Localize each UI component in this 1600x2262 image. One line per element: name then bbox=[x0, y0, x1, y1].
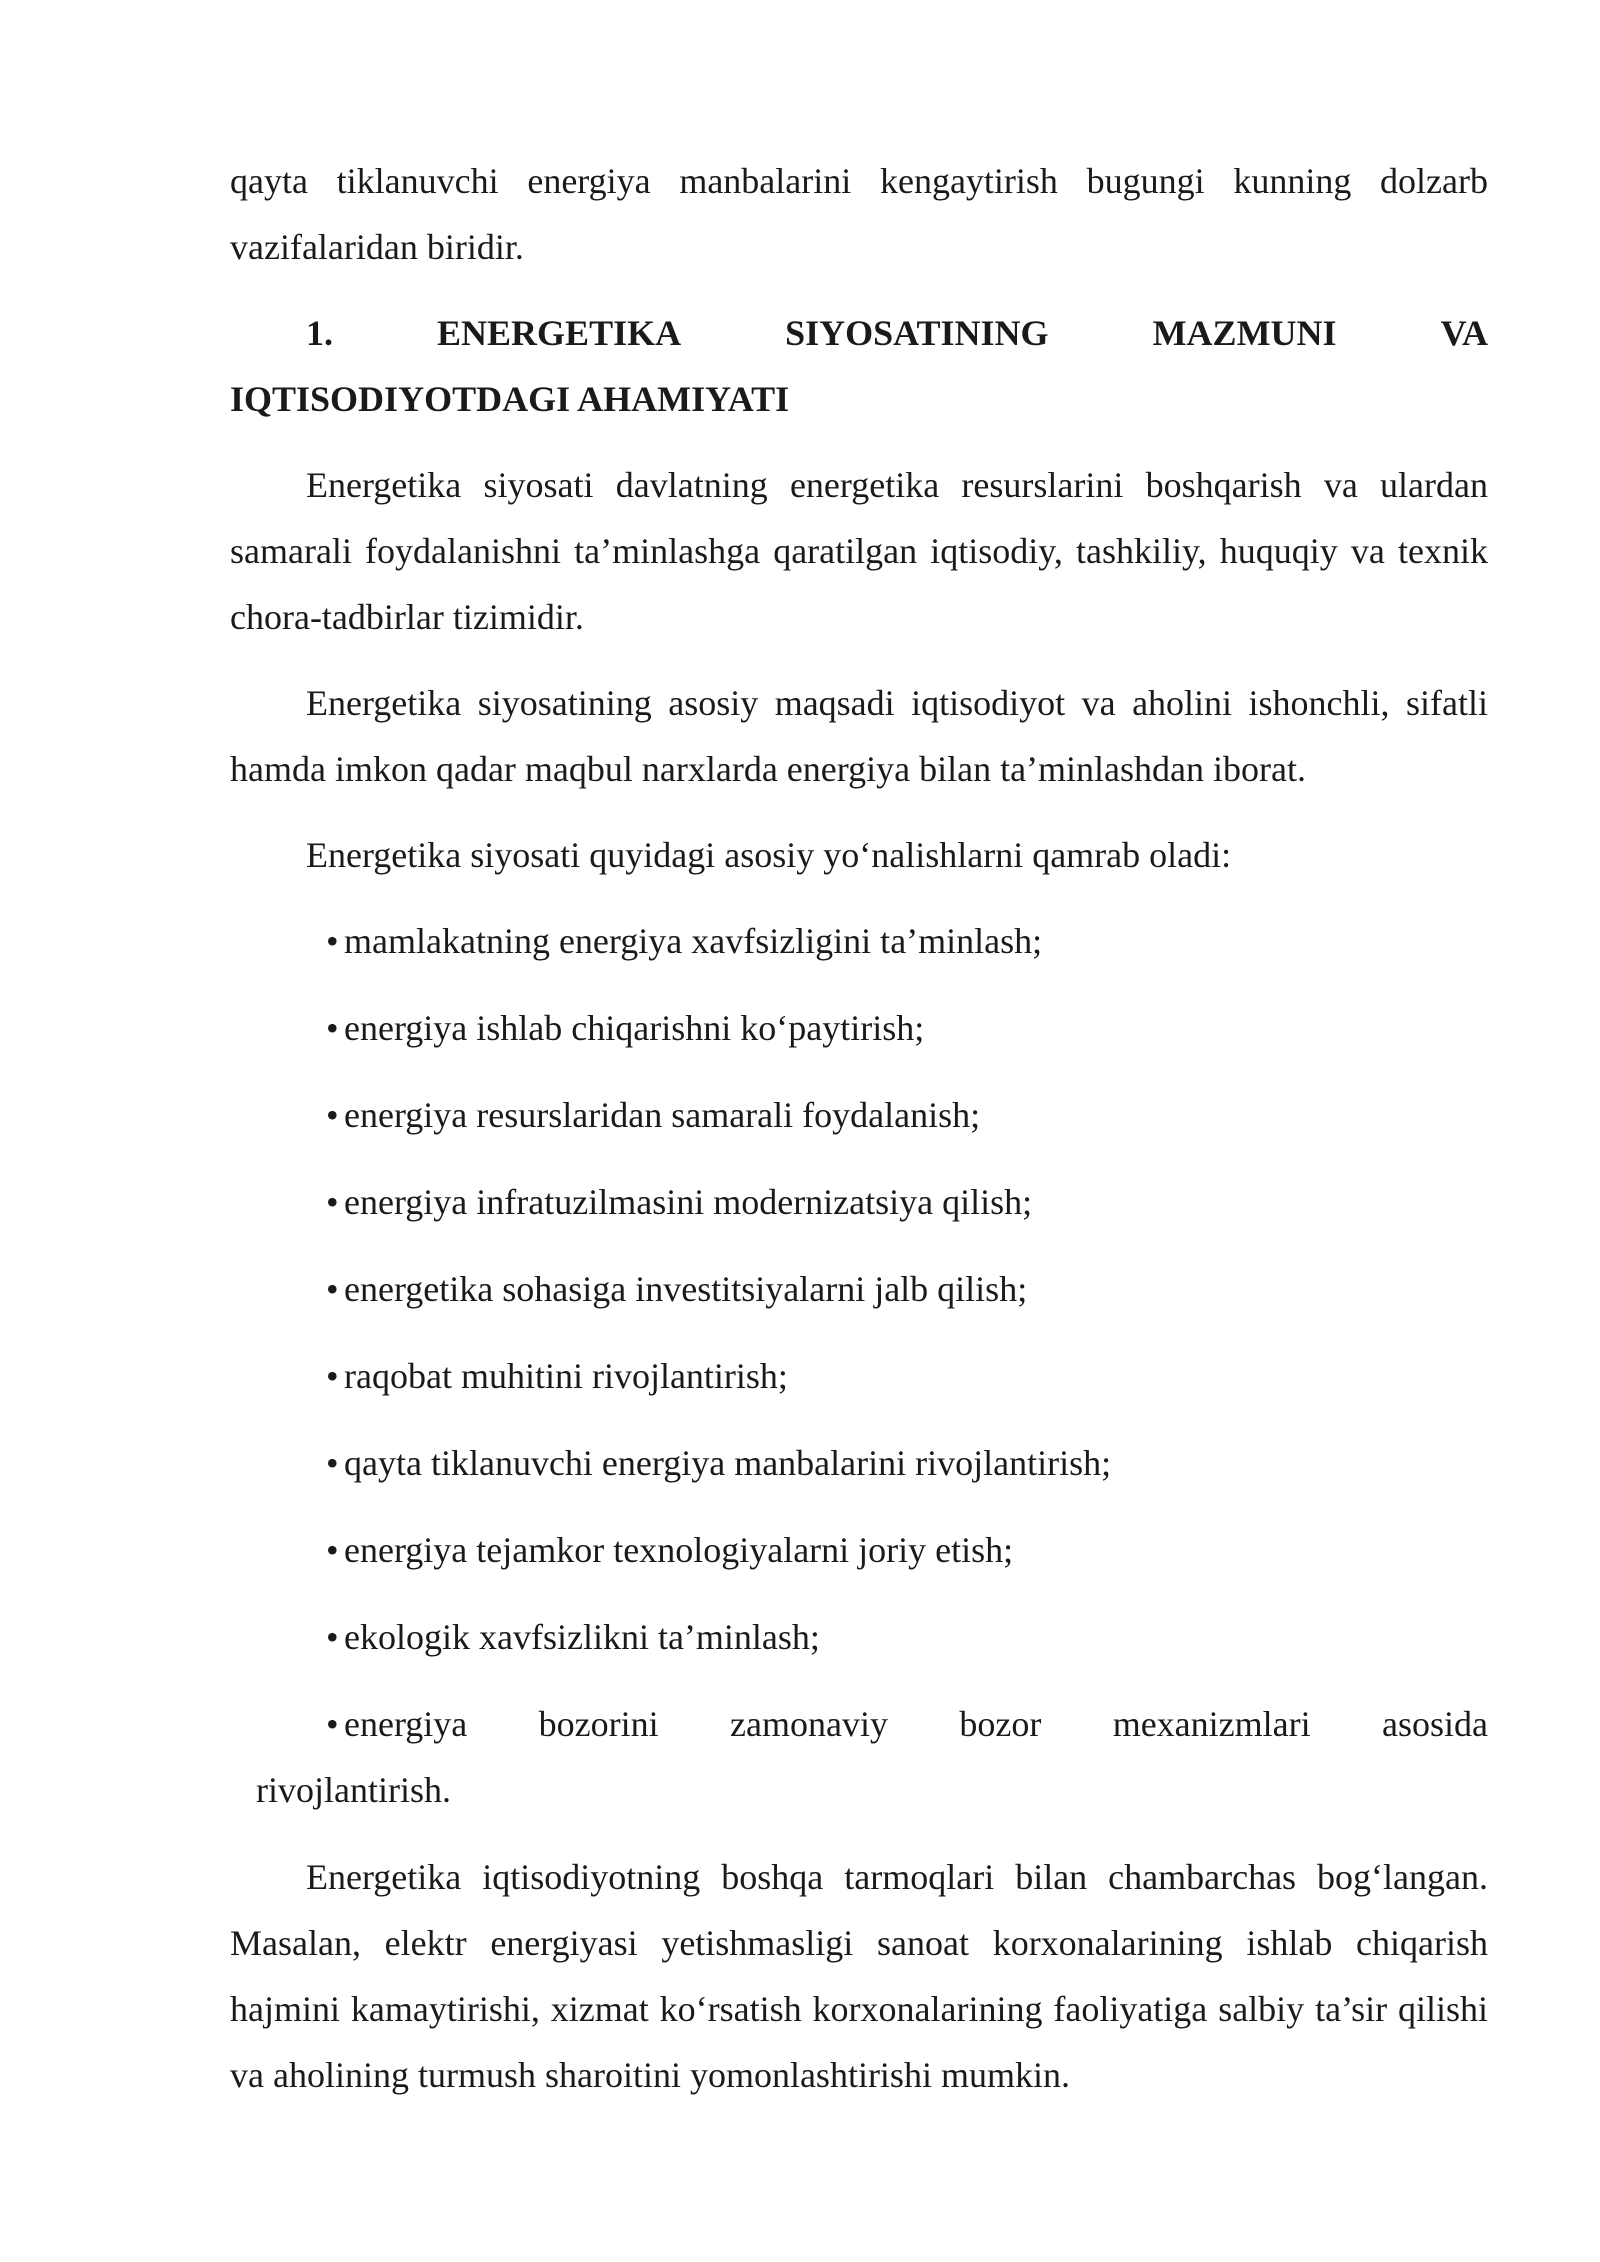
heading-word: MAZMUNI bbox=[1152, 313, 1337, 353]
list-item-text: energiya ishlab chiqarishni ko‘paytirish; bbox=[344, 1008, 925, 1048]
bullet-icon: • bbox=[326, 1356, 339, 1396]
list-word: zamonaviy bbox=[730, 1704, 888, 1744]
list-word-text: energiya bbox=[344, 1704, 468, 1744]
list-item bbox=[230, 1343, 1488, 1409]
heading-word: SIYOSATINING bbox=[785, 313, 1049, 353]
bullet-icon: • bbox=[326, 1704, 339, 1744]
list-item-text: raqobat muhitini rivojlantirish; bbox=[344, 1356, 788, 1396]
paragraph-definition: Energetika siyosati davlatning energetika resurslarini boshqarish va ulardan samarali foydalanishni ta’minlashga qaratilgan iqtisodiy, tashkiliy, huquqiy va texnik chora-tadbirlar tizimidir. bbox=[230, 465, 1488, 637]
paragraph-list-intro: Energetika siyosati quyidagi asosiy yo‘nalishlarni qamrab oladi: bbox=[306, 835, 1232, 875]
list-word: asosida bbox=[1381, 1704, 1488, 1744]
list-item-text: energiya tejamkor texnologiyalarni joriy etish; bbox=[344, 1530, 1014, 1570]
intro-paragraph: qayta tiklanuvchi energiya manbalarini kengaytirish bugungi kunning dolzarb vazifalaridan biridir. bbox=[230, 161, 1488, 267]
section-heading-line2: IQTISODIYOTDAGI AHAMIYATI bbox=[230, 379, 790, 419]
document-page bbox=[230, 148, 1488, 2128]
bullet-icon: • bbox=[326, 1530, 339, 1570]
list-item-text: energiya infratuzilmasini modernizatsiya qilish; bbox=[344, 1182, 1033, 1222]
list-item-text: ekologik xavfsizlikni ta’minlash; bbox=[344, 1617, 820, 1657]
list-item-last-line2: rivojlantirish. bbox=[256, 1770, 451, 1810]
list-item-last bbox=[230, 1691, 1488, 1823]
heading-number: 1. bbox=[306, 313, 333, 353]
bullet-icon: • bbox=[326, 921, 339, 961]
list-word: bozor bbox=[959, 1704, 1042, 1744]
bullet-icon: • bbox=[326, 1008, 339, 1048]
list-item bbox=[230, 995, 1488, 1061]
list-item bbox=[230, 1604, 1488, 1670]
list-item-text: mamlakatning energiya xavfsizligini ta’minlash; bbox=[344, 921, 1043, 961]
list-item-last-line1 bbox=[326, 1691, 1488, 1757]
paragraph-closing: Energetika iqtisodiyotning boshqa tarmoqlari bilan chambarchas bog‘langan. Masalan, elektr energiyasi yetishmasligi sanoat korxonalarining ishlab chiqarish hajmini kamaytirishi, xizmat ko‘rsatish korxonalarining faoliyatiga salbiy ta’sir qilishi va aholining turmush sharoitini yomonlashtirishi mumkin. bbox=[230, 1857, 1488, 2095]
list-item bbox=[230, 1082, 1488, 1148]
paragraph-goal: Energetika siyosatining asosiy maqsadi iqtisodiyot va aholini ishonchli, sifatli hamda imkon qadar maqbul narxlarda energiya bilan ta’minlashdan iborat. bbox=[230, 683, 1488, 789]
bullet-icon: • bbox=[326, 1095, 339, 1135]
section-heading-line1 bbox=[230, 300, 1488, 366]
list-item-text: energiya resurslaridan samarali foydalanish; bbox=[344, 1095, 981, 1135]
list-item bbox=[230, 1256, 1488, 1322]
bullet-icon: • bbox=[326, 1443, 339, 1483]
list-item bbox=[230, 908, 1488, 974]
list-item-text: qayta tiklanuvchi energiya manbalarini rivojlantirish; bbox=[344, 1443, 1112, 1483]
list-item-text: energetika sohasiga investitsiyalarni jalb qilish; bbox=[344, 1269, 1028, 1309]
bullet-icon: • bbox=[326, 1269, 339, 1309]
heading-word: ENERGETIKA bbox=[437, 313, 682, 353]
list-item bbox=[230, 1517, 1488, 1583]
directions-list bbox=[230, 908, 1488, 1823]
section-heading bbox=[230, 300, 1488, 432]
bullet-icon: • bbox=[326, 1182, 339, 1222]
list-word: mexanizmlari bbox=[1112, 1704, 1311, 1744]
list-item bbox=[230, 1169, 1488, 1235]
bullet-icon: • bbox=[326, 1617, 339, 1657]
list-item bbox=[230, 1430, 1488, 1496]
heading-word: VA bbox=[1440, 313, 1488, 353]
list-word: bozorini bbox=[538, 1704, 659, 1744]
list-word bbox=[326, 1691, 467, 1757]
